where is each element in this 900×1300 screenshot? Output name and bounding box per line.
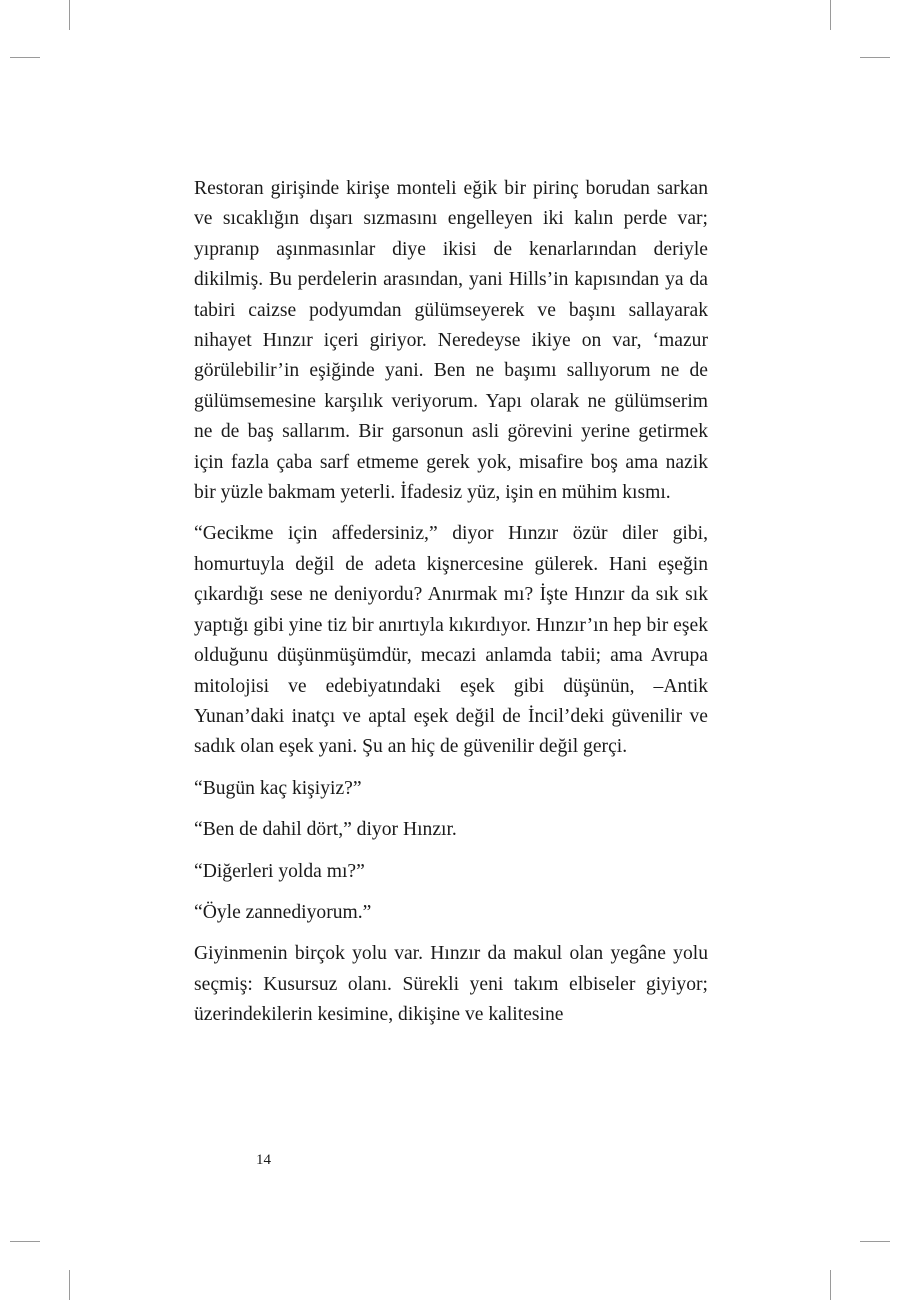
paragraph: “Öyle zannediyorum.” [194, 901, 372, 923]
crop-mark-bottom-left [69, 1270, 70, 1300]
crop-mark-right-top [860, 57, 890, 58]
crop-mark-right-bottom [860, 1241, 890, 1242]
crop-mark-top-right [830, 0, 831, 30]
page-number: 14 [256, 1152, 271, 1168]
crop-mark-top-left [69, 0, 70, 30]
paragraph: Restoran girişinde kirişe monteli eğik bir pirinç borudan sarkan ve sıcaklığın dışarı sızmasını engelleyen iki kalın perde var; yıpranıp aşınmasınlar diye ikisi de kenarlarından deriyle dikilmiş. Bu perdelerin arasından, yani Hills’in kapısından ya da tabiri caizse podyumdan gülümseyerek ve başını sallayarak nihayet Hınzır içeri giriyor. Neredeyse ikiye on var, ‘mazur görülebilir’in eşiğinde yani. Ben ne başımı sallıyorum ne de gülümsemesine karşılık veriyorum. Yapı olarak ne gülümserim ne de baş sallarım. Bir garsonun asli görevini yerine getirmek için fazla çaba sarf etmeme gerek yok, misafire boş ama nazik bir yüzle bakmam yeterli. İfadesiz yüz, işin en mühim kısmı. [194, 178, 708, 504]
body-text [194, 174, 708, 1042]
paragraph: Giyinmenin birçok yolu var. Hınzır da makul olan yegâne yolu seçmiş: Kusursuz olanı. Sürekli yeni takım elbiseler giyiyor; üzerindekilerin kesimine, dikişine ve kalitesine [194, 943, 708, 1026]
crop-mark-left-bottom [10, 1241, 40, 1242]
crop-mark-left-top [10, 57, 40, 58]
paragraph: “Gecikme için affedersiniz,” diyor Hınzır özür diler gibi, homurtuyla değil de adeta kişnercesine gülerek. Hani eşeğin çıkardığı sese ne deniyordu? Anırmak mı? İşte Hınzır da sık sık yaptığı gibi yine tiz bir anırtıyla kıkırdıyor. Hınzır’ın hep bir eşek olduğunu düşünmüşümdür, mecazi anlamda tabii; ama Avrupa mitolojisi ve edebiyatındaki eşek gibi düşünün, –Antik Yunan’daki inatçı ve aptal eşek değil de İncil’deki güvenilir ve sadık olan eşek yani. Şu an hiç de güvenilir değil gerçi. [194, 523, 708, 758]
paragraph: “Diğerleri yolda mı?” [194, 860, 365, 882]
crop-mark-bottom-right [830, 1270, 831, 1300]
paragraph: “Bugün kaç kişiyiz?” [194, 777, 362, 799]
paragraph: “Ben de dahil dört,” diyor Hınzır. [194, 819, 457, 841]
